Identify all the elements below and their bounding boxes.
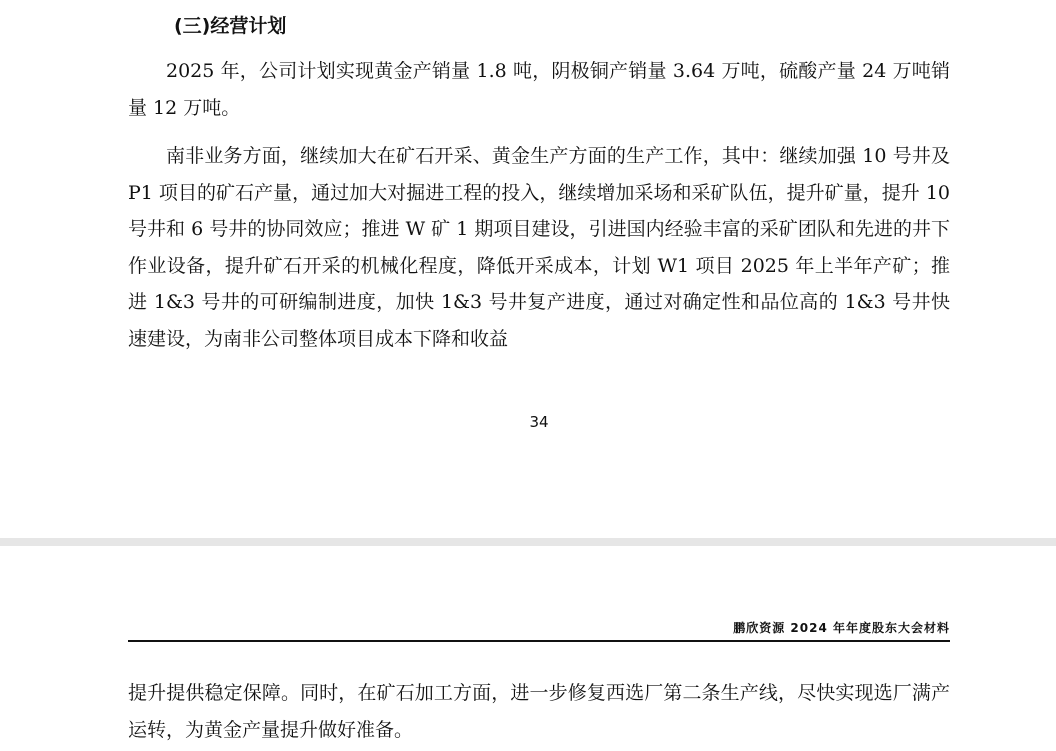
paragraph-south-africa-business: 南非业务方面，继续加大在矿石开采、黄金生产方面的生产工作，其中：继续加强 10 号井及 P1 项目的矿石产量，通过加大对掘进工程的投入，继续增加采场和采矿队伍，提升矿量，提升 10 号井和 6 号井的协同效应；推进 W 矿 1 期项目建设，引进国内经验丰富的采矿团队和先进的井下作业设备，提升矿石开采的机械化程度，降低开采成本，计划 W1 项目 2025 年上半年产矿；推进 1&3 号井的可研编制进度，加快 1&3 号井复产进度，通过对确定性和品位高的 1&3 号井快速建设，为南非公司整体项目成本下降和收益 — [128, 145, 950, 350]
page-number: 34 — [529, 413, 549, 431]
paragraph-continued: 提升提供稳定保障。同时，在矿石加工方面，进一步修复西选厂第二条生产线，尽快实现选厂满产运转，为黄金产量提升做好准备。 — [128, 682, 950, 741]
header-rule — [128, 640, 950, 642]
running-header: 鹏欣资源 2024 年年度股东大会材料 — [733, 621, 950, 635]
paragraph-production-plan: 2025 年，公司计划实现黄金产销量 1.8 吨，阴极铜产销量 3.64 万吨，硫酸产量 24 万吨销量 12 万吨。 — [128, 60, 950, 119]
page-separator — [0, 538, 1056, 546]
section-heading: (三)经营计划 — [174, 15, 287, 37]
